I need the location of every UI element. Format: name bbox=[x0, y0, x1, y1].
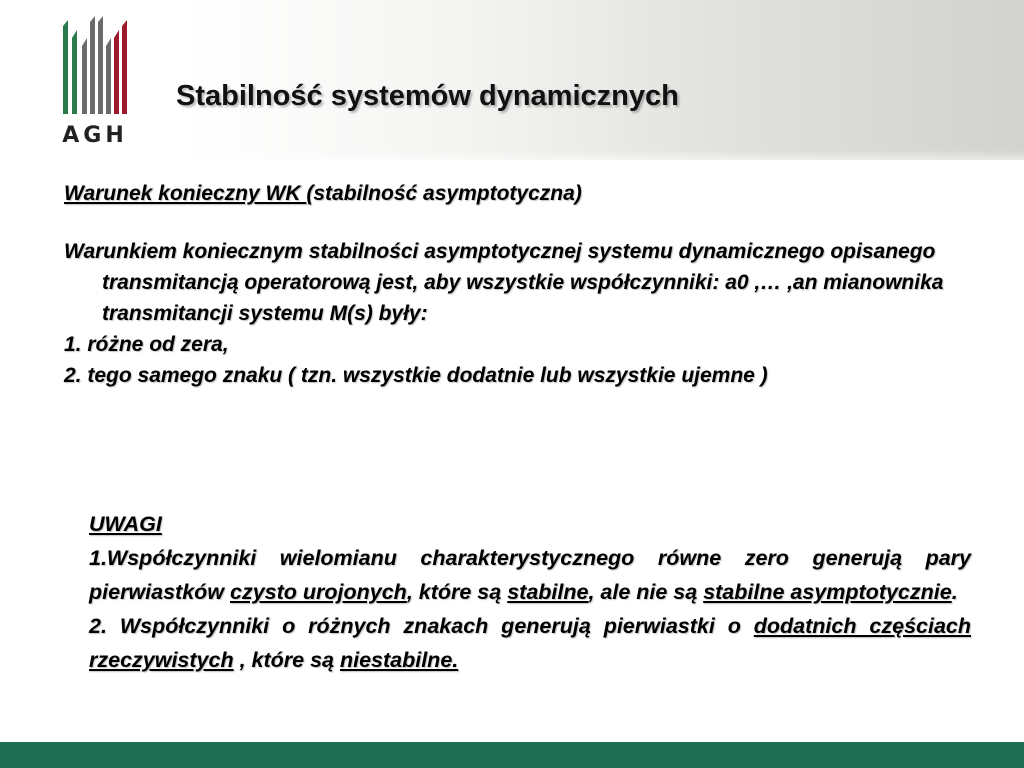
subtitle-underlined: Warunek konieczny WK bbox=[64, 182, 307, 205]
header-fade bbox=[0, 150, 1024, 170]
condition-item-1: 1. różne od zera, bbox=[64, 333, 229, 356]
agh-logo-icon bbox=[61, 16, 129, 116]
note-1-text-d: . bbox=[951, 580, 958, 604]
condition-item-2: 2. tego samego znaku ( tzn. wszystkie dodatnie lub wszystkie ujemne ) bbox=[64, 364, 768, 387]
note-2 bbox=[89, 609, 971, 677]
note-2-text-a: 2. Współczynniki o różnych znakach generują pierwiastki o bbox=[89, 614, 754, 638]
note-1-text-b: , które są bbox=[406, 580, 508, 604]
condition-paragraph: Warunkiem koniecznym stabilności asymptotycznej systemu dynamicznego opisanego transmitancją operatorową jest, aby wszystkie współczynniki: a0 ,… ,an mianownika transmitancji systemu M(s) były: bbox=[64, 240, 944, 325]
logo-text: AGH bbox=[62, 123, 128, 148]
note-2-text-b: , które są bbox=[233, 648, 340, 672]
main-content bbox=[64, 178, 984, 391]
agh-logo bbox=[55, 10, 135, 150]
note-2-underline-a: dodatnich częściach rzeczywistych bbox=[89, 614, 971, 672]
notes-box bbox=[89, 507, 971, 677]
subtitle-rest: (stabilność asymptotyczna) bbox=[306, 182, 582, 205]
note-1-underline-c: stabilne asymptotycznie bbox=[703, 580, 952, 604]
notes-heading: UWAGI bbox=[89, 512, 162, 536]
section-subtitle bbox=[64, 178, 984, 209]
footer-bar bbox=[0, 742, 1024, 768]
note-2-underline-b: niestabilne. bbox=[339, 648, 459, 672]
note-1-text-c: , ale nie są bbox=[588, 580, 704, 604]
page-title: Stabilność systemów dynamicznych bbox=[176, 80, 679, 112]
note-1-underline-a: czysto urojonych bbox=[230, 580, 407, 604]
note-1-underline-b: stabilne bbox=[507, 580, 589, 604]
note-1-text-a: 1.Współczynniki wielomianu charakterystycznego równe zero generują pary pierwiastków bbox=[89, 546, 971, 604]
note-1 bbox=[89, 541, 971, 609]
